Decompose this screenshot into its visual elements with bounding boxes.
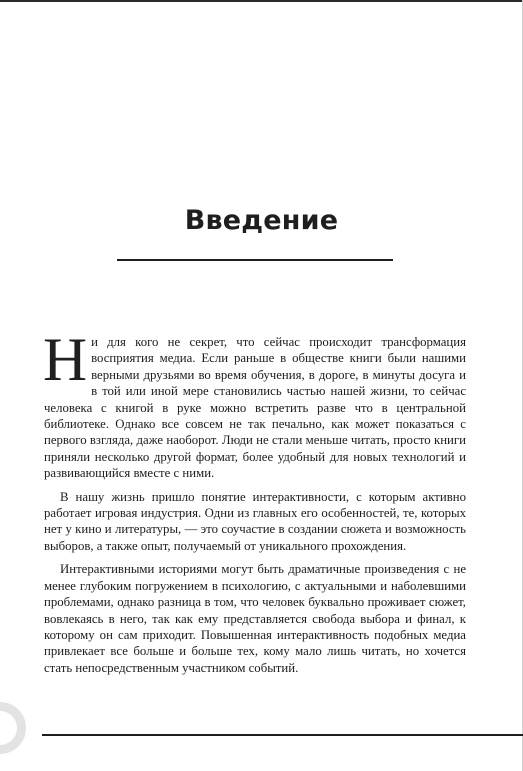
body-text — [43, 327, 466, 676]
paragraph-1 — [43, 327, 466, 482]
title-underline — [117, 259, 393, 261]
paragraph-2: В нашу жизнь пришло понятие интерактивности, с которым активно работает игровая индустрия. Одни из главных его особенностей, те, которых нет у кино и литературы, — это соучастие в создании сюжета и возможность выборов, а также опыт, получаемый от уникального прохождения. — [44, 489, 466, 553]
chapter-title: Введение — [184, 205, 339, 236]
paragraph-1-text: и для кого не секрет, что сейчас происходит трансформация восприятия медиа. Если раньше в обществе книги были нашими верными друзьями во время обучения, в дороге, в минуты досуга и в той или иной мере становились частью нашей жизни, то сейчас человека с книгой в руке можно встретить разве что в центральной библиотеке. Однако все совсем не так печально, как может показаться с первого взгляда, даже наоборот. Люди не стали меньше читать, просто книги приняли несколько другой формат, более удобный для новых технологий и развивающийся вместе с ними. — [44, 335, 466, 481]
top-border-line — [0, 0, 523, 2]
drop-cap: Н — [43, 327, 88, 394]
paragraph-3: Интерактивными историями могут быть драматичные произведения с не менее глубоким погружением в психологию, с актуальными и наболевшими проблемами, однако разница в том, что человек буквально проживает сюжет, вовлекаясь в него, так как ему представляется свобода выбора и финал, к которому он сам приходит. Повышенная интерактивность подобных медиа привлекает все больше и больше тех, кому мало лишь читать, но хочется стать непосредственным участником событий. — [44, 562, 466, 675]
bottom-border-line — [42, 734, 523, 736]
corner-circle-decoration — [0, 702, 26, 754]
